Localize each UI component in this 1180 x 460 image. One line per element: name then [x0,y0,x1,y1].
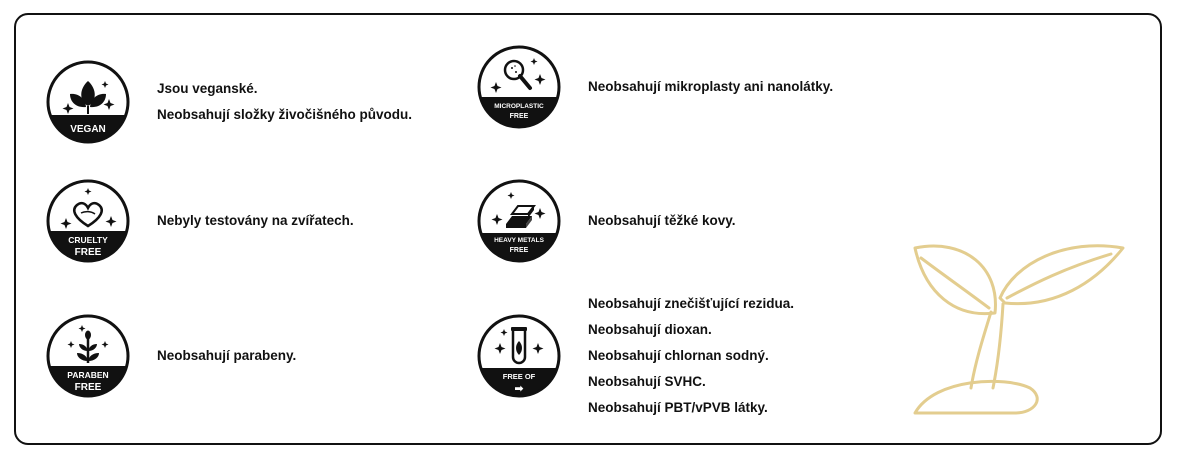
paraben-free-text [157,343,296,369]
heart-hand-icon [45,178,131,264]
svg-text:FREE: FREE [74,247,102,258]
cruelty-free-text [157,208,354,234]
svg-text:VEGAN: VEGAN [70,124,106,135]
svg-text:FREE: FREE [509,113,529,120]
claim-line: Jsou veganské. [157,81,258,96]
microplastic-free-claim [476,44,833,130]
svg-text:HEAVY METALS: HEAVY METALS [494,237,544,244]
heavy-metals-free-claim [476,178,736,264]
svg-text:FREE OF: FREE OF [502,372,536,381]
svg-text:MICROPLASTIC: MICROPLASTIC [494,103,544,110]
heavy-metals-free-text [588,208,736,234]
microplastic-free-text [588,74,833,100]
svg-text:FREE: FREE [509,247,529,254]
svg-text:PARABEN: PARABEN [67,370,109,380]
claim-line: Neobsahují dioxan. [588,322,712,337]
claim-line: Neobsahují těžké kovy. [588,213,736,228]
plant-sprout-icon [905,228,1135,418]
free-of-badge [476,313,562,399]
cruelty-free-badge [45,178,131,264]
claim-line: Neobsahují chlornan sodný. [588,348,769,363]
free-of-claim [476,291,794,421]
metal-bars-icon [476,178,562,264]
paraben-free-badge [45,313,131,399]
paraben-free-claim [45,313,296,399]
vegan-badge [45,59,131,145]
heavy-metals-free-badge [476,178,562,264]
claim-line: Neobsahují parabeny. [157,348,297,363]
svg-text:FREE: FREE [74,382,102,393]
claim-line: Nebyly testovány na zvířatech. [157,213,354,228]
sprout-icon [45,313,131,399]
claim-line: Neobsahují složky živočišného původu. [157,107,413,122]
claim-line: Neobsahují mikroplasty ani nanolátky. [588,79,834,94]
vegan-text [157,76,412,128]
claim-line: Neobsahují SVHC. [588,374,706,389]
leaf-icon [45,59,131,145]
free-of-text [588,291,794,421]
cruelty-free-claim [45,178,354,264]
claim-line: Neobsahují PBT/vPVB látky. [588,400,768,415]
claim-line: Neobsahují znečišťující rezidua. [588,296,795,311]
microplastic-free-badge [476,44,562,130]
svg-text:CRUELTY: CRUELTY [68,235,108,245]
svg-text:➡: ➡ [514,382,524,395]
magnifier-icon [476,44,562,130]
vegan-claim [45,59,412,145]
test-tube-icon [476,313,562,399]
